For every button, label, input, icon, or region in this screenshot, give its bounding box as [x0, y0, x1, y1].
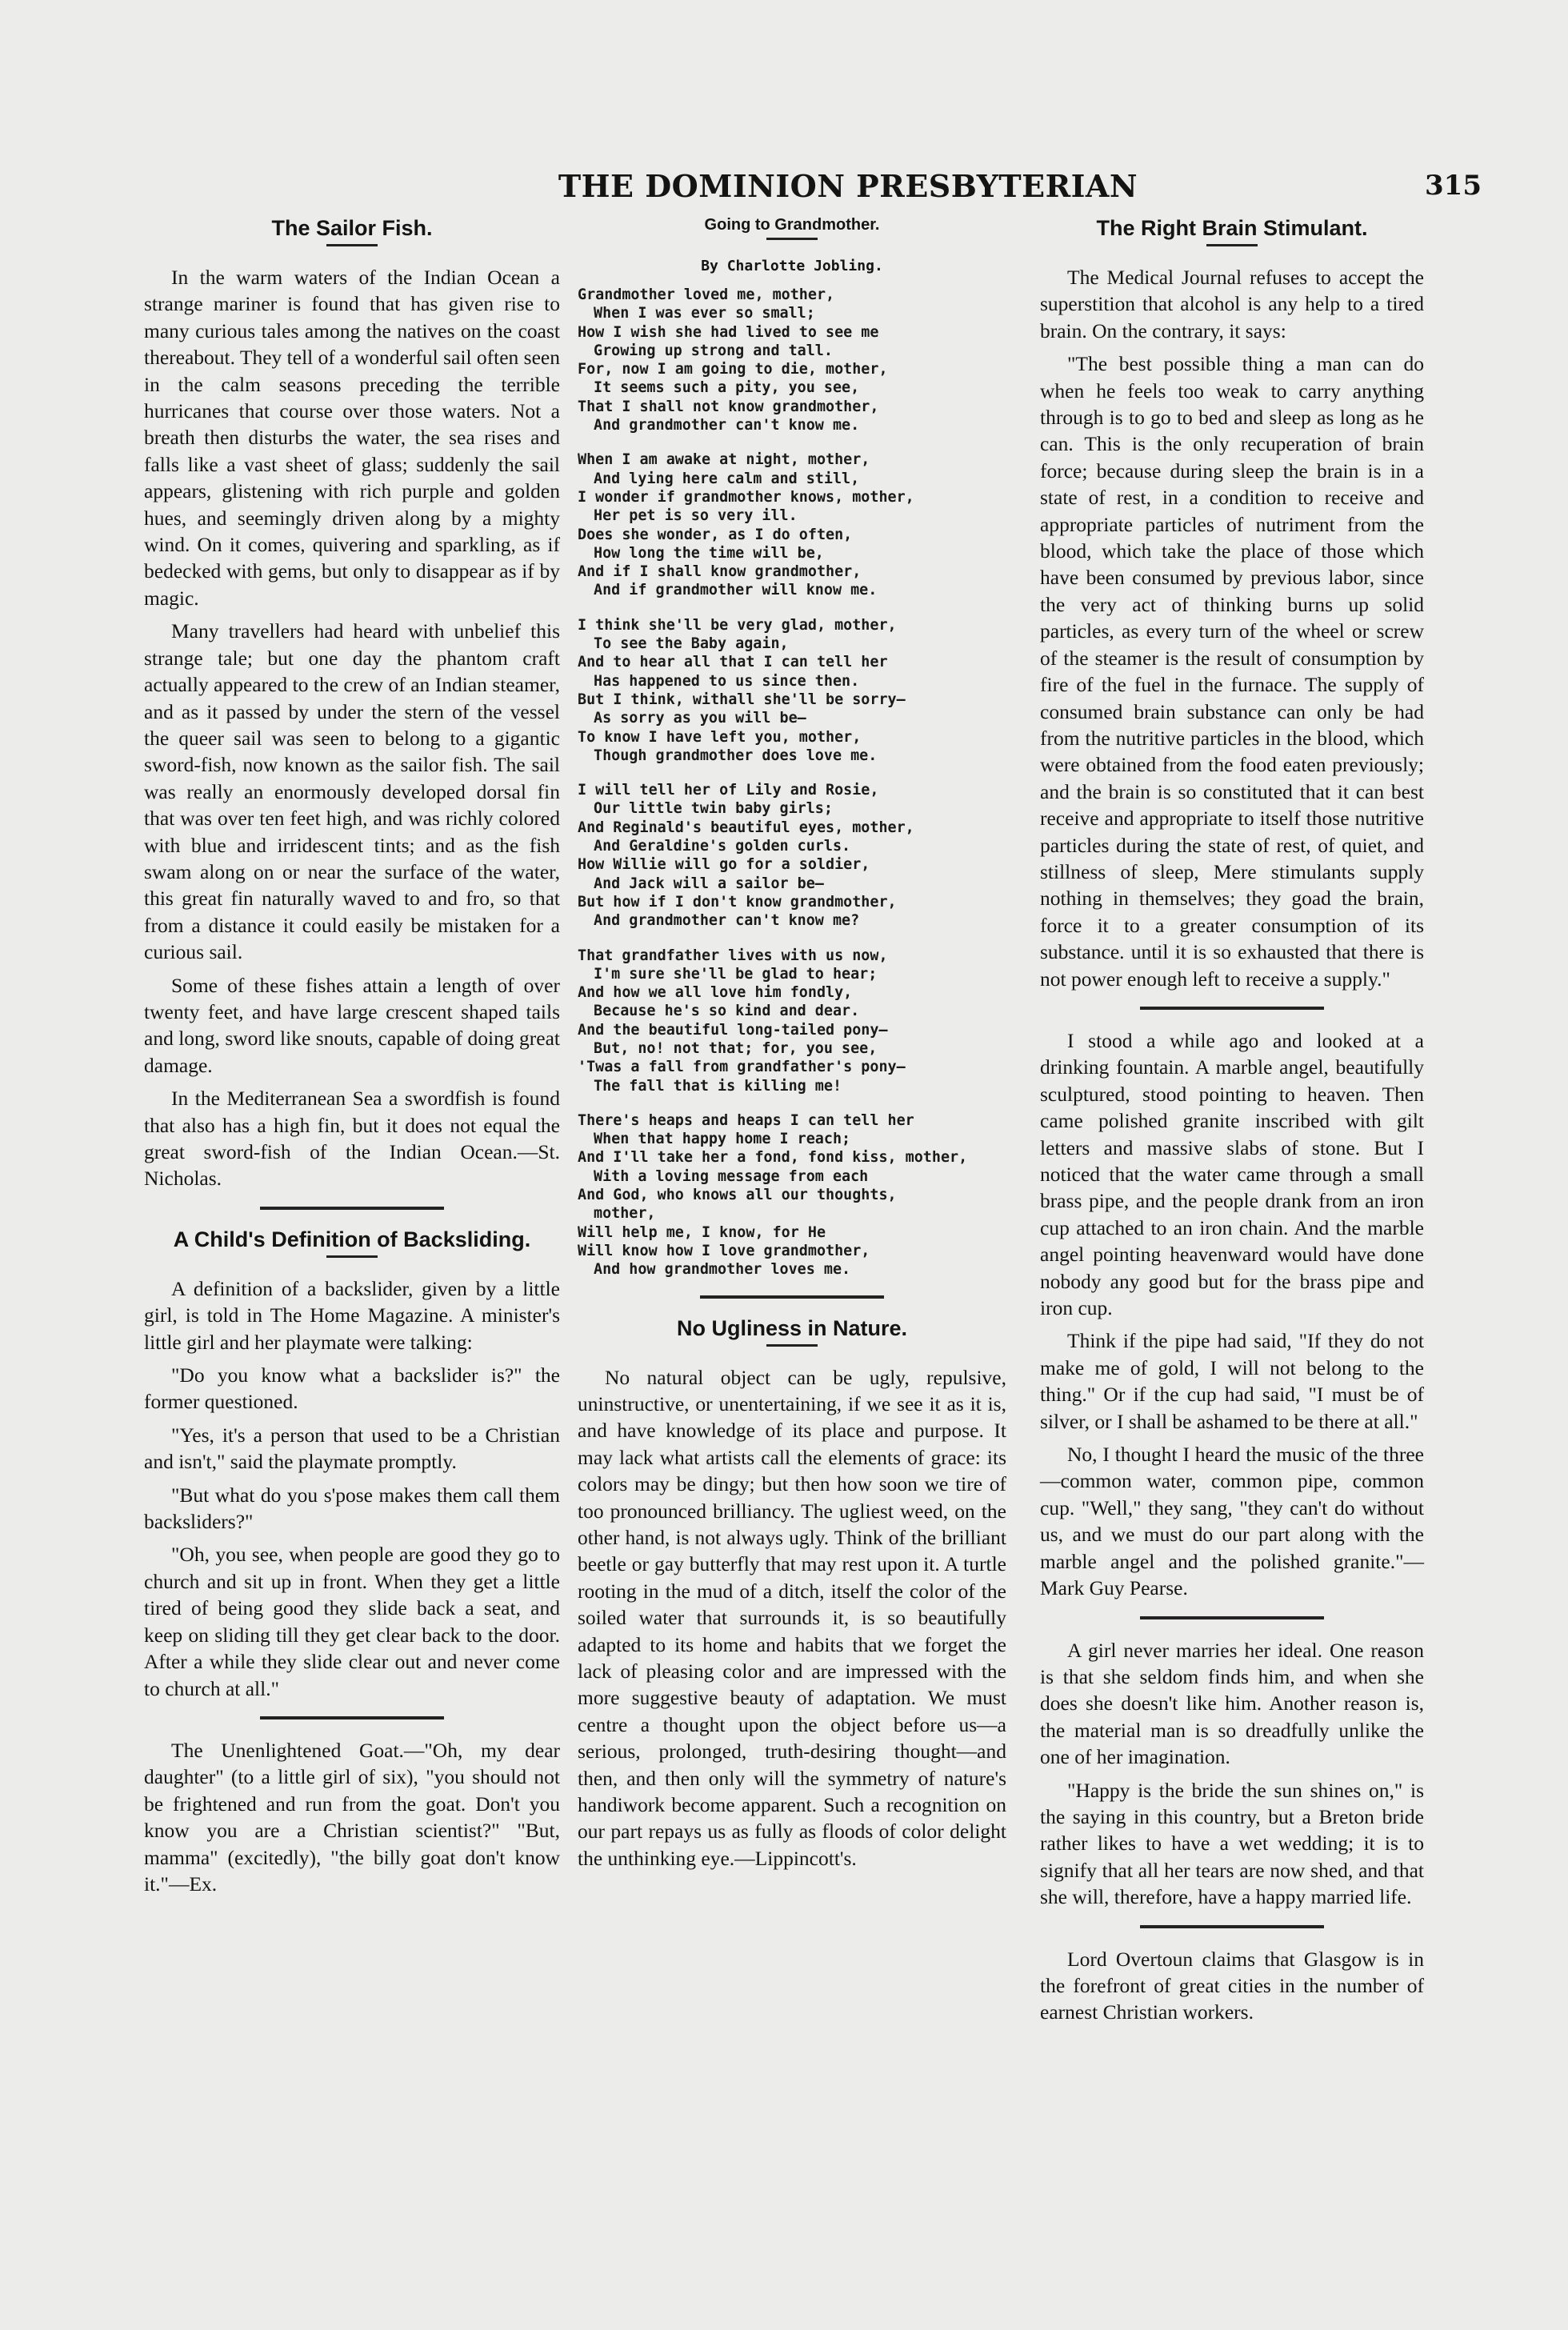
poem-line: And Jack will a sailor be—	[594, 875, 824, 892]
poem-line: Because he's so kind and dear.	[594, 1003, 860, 1020]
poem-line: And grandmother can't know me?	[594, 912, 860, 930]
paragraph: Think if the pipe had said, "If they do not make me of gold, I will not belong to the thing." Or if the cup had said, "I must be of silver, or I shall be ashamed to be there at all."	[1040, 1329, 1424, 1433]
poem-line: There's heaps and heaps I can tell her	[578, 1111, 914, 1129]
article-separator	[260, 1207, 444, 1210]
article-separator	[1140, 1925, 1324, 1928]
poem-stanza	[578, 781, 1006, 930]
poem-line: Does she wonder, as I do often,	[578, 526, 853, 543]
poem-line: It seems such a pity, you see,	[594, 379, 860, 397]
column-right	[1040, 216, 1424, 2032]
title-underline	[326, 244, 378, 246]
page-header	[128, 168, 1488, 216]
poem-line: And Geraldine's golden curls.	[594, 838, 851, 855]
paragraph: The Unenlightened Goat.—"Oh, my dear daughter" (to a little girl of six), "you should not be frightened and run from the goat. Don't you know you are a Christian scientist?" "But, mamma" (excitedly), "the billy goat don't know it."—Ex.	[144, 1738, 560, 1896]
poem-line: To know I have left you, mother,	[578, 728, 862, 746]
poem-line: Grandmother loved me, mother,	[578, 286, 835, 303]
poem-line: But, no! not that; for, you see,	[594, 1039, 878, 1057]
poem-line: But how if I don't know grandmother,	[578, 893, 897, 911]
poem-line: And lying here calm and still,	[594, 470, 860, 487]
poem-line: How I wish she had lived to see me	[578, 323, 879, 341]
article-sailor-fish-body	[144, 264, 560, 1192]
poem-line: With a loving message from each	[594, 1167, 869, 1185]
paragraph: "Do you know what a backslider is?" the former questioned.	[144, 1363, 560, 1414]
paragraph: Many travellers had heard with unbelief this strange tale; but one day the phantom craft actually appeared to the crew of an Indian steamer, and as it passed by under the stern of the vessel the queer sail was seen to belong to a gigantic sword-fish, now known as the sailor fish. The sail was really an enormously developed dorsal fin that was over ten feet high, and was richly colored with blue and irridescent tints; and as the fish swam along on or near the surface of the water, this great fin naturally waved to and fro, so that from a distance it could easily be mistaken for a curious sail.	[144, 619, 560, 964]
poem-line: I will tell her of Lily and Rosie,	[578, 782, 879, 799]
article-no-ugliness-body	[578, 1364, 1006, 1872]
poem-line: And if grandmother will know me.	[594, 582, 878, 599]
poem-line: That grandfather lives with us now,	[578, 947, 888, 964]
poem-line: And if I shall know grandmother,	[578, 563, 862, 581]
poem-line: That I shall not know grandmother,	[578, 398, 879, 415]
title-underline	[326, 1255, 378, 1258]
article-title-no-ugliness: No Ugliness in Nature.	[676, 1315, 908, 1340]
poem-line: When I was ever so small;	[594, 305, 815, 322]
paragraph: "Yes, it's a person that used to be a Christian and isn't," said the playmate promptly.	[144, 1423, 560, 1474]
poem-line: Her pet is so very ill.	[594, 507, 798, 525]
title-underline	[766, 238, 818, 240]
poem-stanza	[578, 616, 1006, 765]
article-separator	[1140, 1616, 1324, 1619]
column-middle	[578, 216, 1006, 1878]
poem-line: When that happy home I reach;	[594, 1131, 851, 1148]
poem-line: And the beautiful long-tailed pony—	[578, 1021, 888, 1039]
article-drinking-fountain	[1040, 1027, 1424, 1602]
poem-line: I think she'll be very glad, mother,	[578, 616, 897, 634]
article-title-brain-stimulant: The Right Brain Stimulant.	[1096, 216, 1368, 240]
poem-line: But I think, withall she'll be sorry—	[578, 691, 906, 708]
poem-line: The fall that is killing me!	[594, 1077, 842, 1095]
poem-line: Growing up strong and tall.	[594, 342, 833, 359]
paragraph: "Oh, you see, when people are good they go to church and sit up in front. When they get a little tired of being good they slide back a seat, and keep on sliding till they get clear back to the door. After a while they slide clear out and never come to church at all."	[144, 1543, 560, 1700]
article-unenlightened-goat	[144, 1737, 560, 1897]
poem-stanza	[578, 286, 1006, 434]
paragraph: I stood a while ago and looked at a drinking fountain. A marble angel, beautifully sculptured, stood pointing to heaven. Then came polished granite inscribed with gilt letters and massive slabs of stone. But I noticed that the water came through a small brass pipe, and the people drank from an iron cup attached to an iron chain. And the marble angel pointing heavenward would have done nobody any good but for the brass pipe and iron cup.	[1040, 1028, 1424, 1320]
poem-line: Though grandmother does love me.	[594, 747, 878, 764]
poem-line: And grandmother can't know me.	[594, 417, 860, 434]
paragraph: Lord Overtoun claims that Glasgow is in the forefront of great cities in the number of earnest Christian workers.	[1040, 1947, 1424, 2024]
poem-byline: By Charlotte Jobling.	[701, 258, 883, 274]
paragraph: "Happy is the bride the sun shines on," is the saying in this country, but a Breton bride rather likes to have a wet wedding; it is to signify that all her tears are now shed, and that she will, therefore, have a happy married life.	[1040, 1778, 1424, 1909]
article-title-sailor-fish: The Sailor Fish.	[271, 216, 433, 240]
title-underline	[1206, 244, 1258, 246]
paragraph: In the Mediterranean Sea a swordfish is found that also has a high fin, but it does not equal the great sword-fish of the Indian Ocean.—St. Nicholas.	[144, 1087, 560, 1191]
article-separator	[260, 1716, 444, 1719]
article-separator	[1140, 1007, 1324, 1010]
paragraph: No natural object can be ugly, repulsive, uninstructive, or unentertaining, if we see it as it is, and have knowledge of its place and purpose. It may lack what artists call the elements of grace: its colors may be dingy; but then how soon we tire of too pronounced brilliancy. The ugliest weed, on the other hand, is not always ugly. Think of the brilliant beetle or gay butterfly that may rest upon it. A turtle rooting in the mud of a ditch, itself the color of the soiled water that surrounds it, is so beautifully adapted to its home and habits that we forget the lack of pleasing color and are impressed with the more suggestive beauty of adaptation. We must centre a thought upon the object before us—a serious, prolonged, truth-desiring thought—and then, and then only will the symmetry of nature's handiwork become apparent. Such a recognition on our part repays us as fully as floods of color delight the unthinking eye.—Lippincott's.	[578, 1365, 1006, 1870]
paragraph: A definition of a backslider, given by a little girl, is told in The Home Magazine. A minister's little girl and her playmate were talking:	[144, 1276, 560, 1354]
poem-line: And how grandmother loves me.	[594, 1261, 851, 1279]
poem-line: When I am awake at night, mother,	[578, 451, 870, 469]
article-lord-overtoun	[1040, 1946, 1424, 2026]
poem-stanza	[578, 947, 1006, 1095]
article-ideal-marriage	[1040, 1637, 1424, 1911]
poem-line: I'm sure she'll be glad to hear;	[594, 965, 878, 983]
paragraph: A girl never marries her ideal. One reason is that she seldom finds him, and when she does she doesn't like him. Another reason is, the material man is so dreadfully unlike the one of her imagination.	[1040, 1638, 1424, 1769]
poem-line: To see the Baby again,	[594, 635, 789, 653]
poem-title: Going to Grandmother.	[704, 216, 880, 234]
article-separator	[700, 1295, 884, 1299]
paragraph: "But what do you s'pose makes them call them backsliders?"	[144, 1483, 560, 1534]
poem-line: And Reginald's beautiful eyes, mother,	[578, 819, 914, 836]
poem-line: For, now I am going to die, mother,	[578, 361, 888, 378]
poem-line: And how we all love him fondly,	[578, 984, 853, 1002]
poem-line: And to hear all that I can tell her	[578, 654, 888, 671]
poem-line: Our little twin baby girls;	[594, 800, 833, 818]
poem-line: As sorry as you will be—	[594, 710, 806, 727]
masthead-title: THE DOMINION PRESBYTERIAN	[558, 168, 1138, 204]
title-underline	[766, 1344, 818, 1347]
poem-stanza	[578, 450, 1006, 599]
poem-line: Will help me, I know, for He	[578, 1223, 826, 1241]
page-number: 315	[1425, 170, 1482, 202]
poem-line: How long the time will be,	[594, 544, 824, 562]
paragraph: The Medical Journal refuses to accept the superstition that alcohol is any help to a tired brain. On the contrary, it says:	[1040, 266, 1424, 342]
article-backsliding-body	[144, 1275, 560, 1702]
paragraph: No, I thought I heard the music of the three—common water, common pipe, common cup. "Well," they sang, "they can't do without us, and we must do our part along with the marble angel and the polished granite."—Mark Guy Pearse.	[1040, 1443, 1424, 1600]
poem-line: Has happened to us since then.	[594, 672, 860, 690]
poem-line: 'Twas a fall from grandfather's pony—	[578, 1059, 906, 1076]
paragraph: Some of these fishes attain a length of over twenty feet, and have large crescent shaped tails and long, sword like snouts, capable of doing great damage.	[144, 973, 560, 1077]
poem-stanza	[578, 1111, 1006, 1279]
poem-line: I wonder if grandmother knows, mother,	[578, 488, 914, 506]
poem-body	[578, 286, 1006, 1279]
poem-line: How Willie will go for a soldier,	[578, 856, 870, 874]
article-title-backsliding: A Child's Definition of Backsliding.	[173, 1227, 531, 1251]
poem-line: And I'll take her a fond, fond kiss, mother,	[578, 1149, 968, 1167]
poem-line: Will know how I love grandmother,	[578, 1242, 870, 1259]
column-left	[144, 216, 560, 1904]
paragraph: "The best possible thing a man can do when he feels too weak to carry anything through is to go to bed and sleep as long as he can. This is the only recuperation of brain force; because during sleep the brain is in a state of rest, in a condition to receive and appropriate particles of nutriment from the blood, which take the place of those which have been consumed by previous labor, since the very act of thinking burns up solid particles, as every turn of the wheel or screw of the steamer is the result of consumption by fire of the fuel in the furnace. The supply of consumed brain substance can only be had from the nutritive particles in the blood, which were obtained from the food eaten previously; and the brain is so constituted that it can best receive and appropriate to itself those nutritive particles during the state of rest, of quiet, and stillness of sleep, Mere stimulants supply nothing in themselves; they goad the brain, force it to a greater consumption of its substance. until it is so exhausted that there is not power enough left to receive a supply."	[1040, 352, 1424, 991]
poem-line: And God, who knows all our thoughts,	[578, 1187, 897, 1204]
paragraph: In the warm waters of the Indian Ocean a strange mariner is found that has given rise to many curious tales among the natives on the coast thereabout. They tell of a wonderful sail often seen in the calm seasons preceding the terrible hurricanes that course over those waters. Not a breath then disturbs the water, the sea rises and falls like a vast sheet of glass; suddenly the sail appears, glistening with rich purple and golden hues, and seemingly driven along by a mighty wind. On it comes, quivering and sparkling, as if bedecked with gems, but only to disappear as if by magic.	[144, 266, 560, 610]
poem-line: mother,	[594, 1205, 656, 1223]
article-brain-stimulant-body	[1040, 264, 1424, 992]
